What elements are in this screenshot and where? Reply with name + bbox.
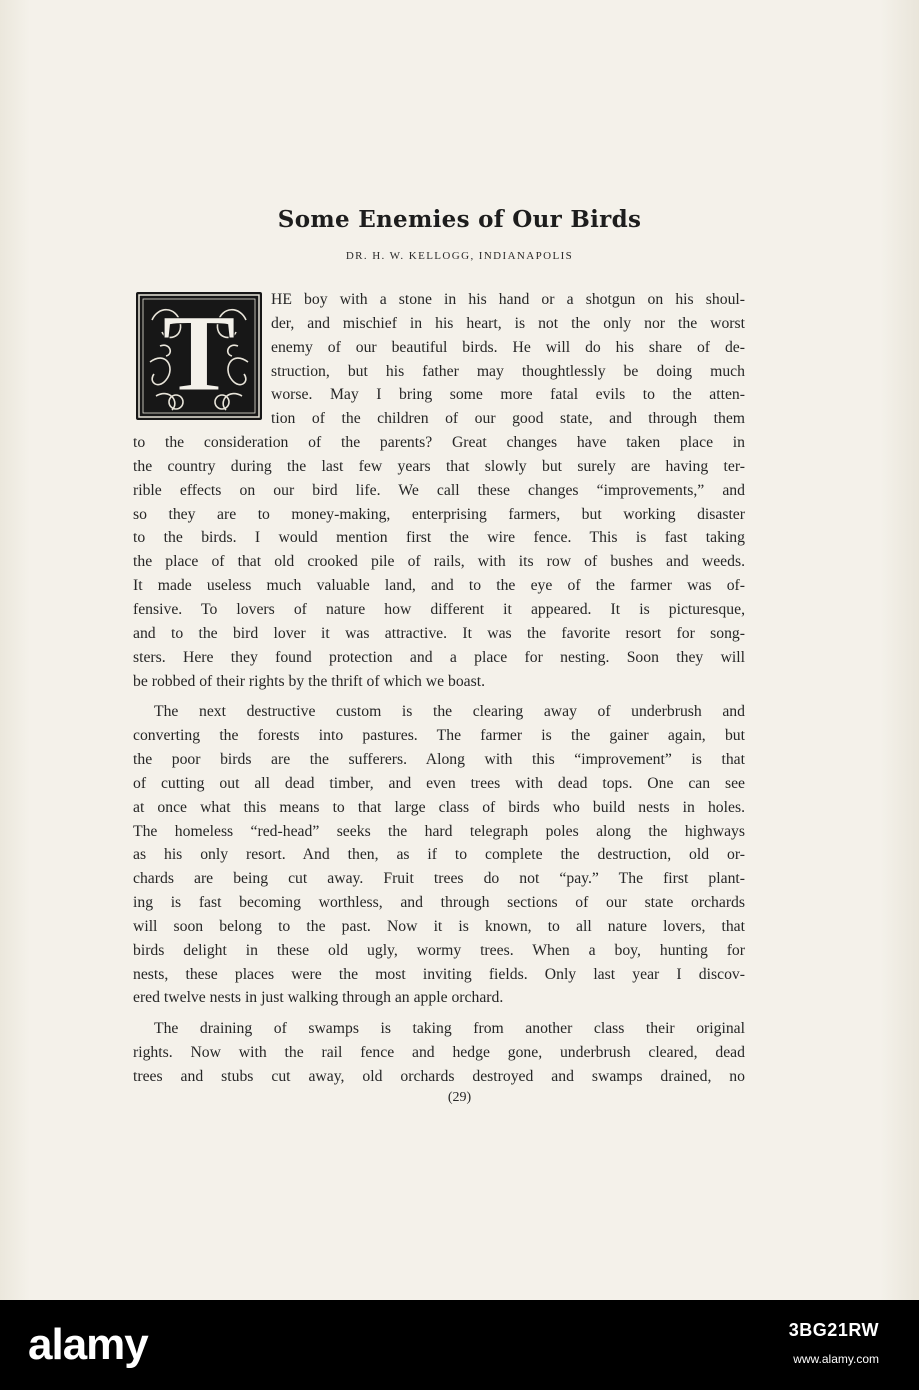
text-line: to the birds. I would mention first the wire fence. This is fast taking <box>133 529 745 547</box>
text-line: trees and stubs cut away, old orchards destroyed and swamps drained, no <box>133 1068 745 1085</box>
text-line: It made useless much valuable land, and to the eye of the farmer was of- <box>133 577 745 595</box>
text-line: worse. May I bring some more fatal evils to the atten- <box>271 386 745 404</box>
text-line: and to the bird lover it was attractive. It was the favorite resort for song- <box>133 624 745 642</box>
text-line: ing is fast becoming worthless, and through sections of our state orchards <box>133 894 745 912</box>
text-line: the poor birds are the sufferers. Along with this “improvement” is that <box>133 751 745 769</box>
paragraph-1 <box>133 288 745 693</box>
text-line: birds delight in these old ugly, wormy trees. When a boy, hunting for <box>133 941 745 959</box>
text-line: be robbed of their rights by the thrift of which we boast. <box>133 672 486 690</box>
text-line: der, and mischief in his heart, is not the only nor the worst <box>271 314 745 332</box>
text-line: ered twelve nests in just walking through an apple orchard. <box>133 989 504 1007</box>
watermark-url: www.alamy.com <box>793 1352 879 1366</box>
drop-cap-letter: T <box>162 292 236 414</box>
watermark-logo: alamy <box>28 1320 148 1369</box>
text-line: will soon belong to the past. Now it is known, to all nature lovers, that <box>133 917 745 935</box>
paragraph-3 <box>133 1017 745 1089</box>
text-line: The homeless “red-head” seeks the hard telegraph poles along the highways <box>133 822 745 840</box>
text-line: nests, these places were the most inviting fields. Only last year I discov- <box>133 965 745 983</box>
text-line: converting the forests into pastures. The farmer is the gainer again, but <box>133 727 745 745</box>
text-line: The draining of swamps is taking from another class their original <box>154 1020 745 1038</box>
text-line: so they are to money-making, enterprising farmers, but working disaster <box>133 505 745 523</box>
text-line: tion of the children of our good state, and through them <box>271 410 745 428</box>
paragraph-2 <box>133 700 745 1010</box>
article-body <box>133 288 745 1089</box>
text-line: rights. Now with the rail fence and hedge gone, underbrush cleared, dead <box>133 1044 745 1062</box>
text-line: chards are being cut away. Fruit trees do not “pay.” The first plant- <box>133 870 745 888</box>
text-line: rible effects on our bird life. We call these changes “improvements,” and <box>133 481 745 499</box>
text-line: of cutting out all dead timber, and even trees with dead tops. One can see <box>133 774 745 792</box>
text-line: as his only resort. And then, as if to complete the destruction, old or- <box>133 846 745 864</box>
text-line: enemy of our beautiful birds. He will do his share of de- <box>271 338 745 356</box>
text-line: to the consideration of the parents? Great changes have taken place in <box>133 434 745 452</box>
text-line: HE boy with a stone in his hand or a shotgun on his shoul- <box>271 291 745 308</box>
text-line: at once what this means to that large class of birds who build nests in holes. <box>133 798 745 816</box>
article-byline: DR. H. W. KELLOGG, INDIANAPOLIS <box>345 250 574 262</box>
text-line: the country during the last few years that slowly but surely are having ter- <box>133 457 745 475</box>
text-line: The next destructive custom is the clearing away of underbrush and <box>154 703 745 721</box>
watermark-image-id: 3BG21RW <box>788 1320 879 1340</box>
page-number: (29) <box>447 1090 472 1105</box>
article-title: Some Enemies of Our Birds <box>277 206 642 233</box>
text-line: struction, but his father may thoughtlessly be doing much <box>271 362 745 380</box>
text-line: the place of that old crooked pile of rails, with its row of bushes and weeds. <box>133 553 745 571</box>
text-line: sters. Here they found protection and a place for nesting. Soon they will <box>133 648 745 666</box>
text-line: fensive. To lovers of nature how different it appeared. It is picturesque, <box>133 600 745 618</box>
